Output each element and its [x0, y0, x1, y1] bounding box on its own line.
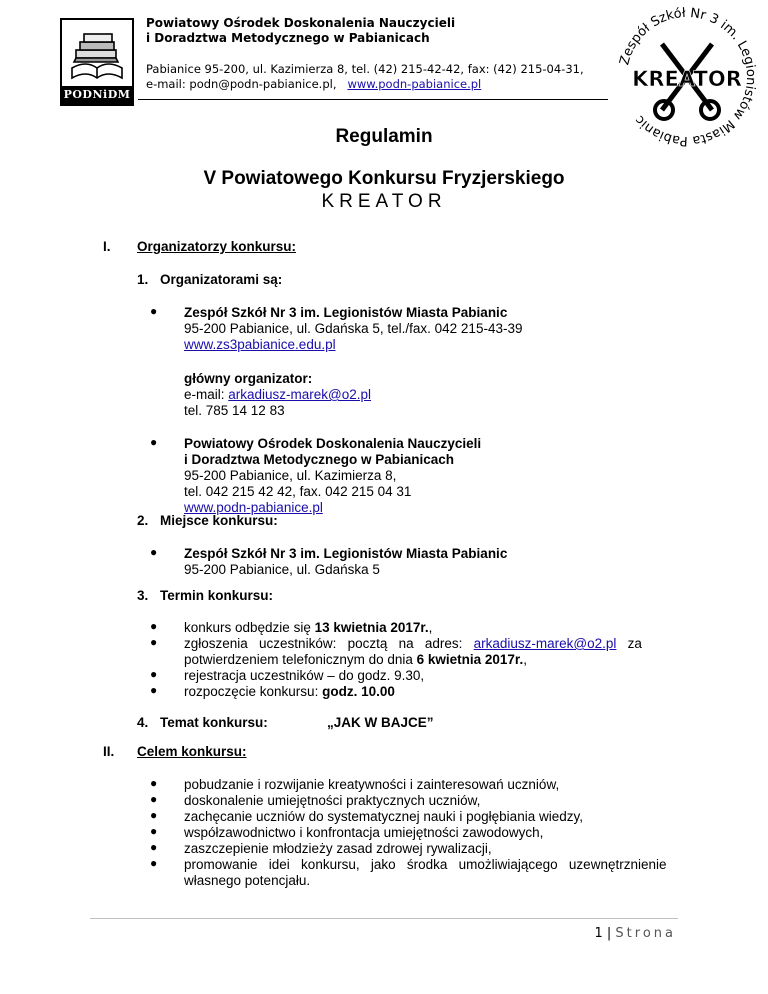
- org2-address: 95-200 Pabianice, ul. Kazimierza 8,: [184, 468, 397, 483]
- main-organizer-label: główny organizator:: [184, 371, 313, 386]
- bullet-icon: ●: [150, 635, 158, 649]
- term-item-2: [184, 635, 642, 652]
- header-org-line1: Powiatowy Ośrodek Doskonalenia Nauczycieli: [146, 16, 456, 30]
- org1-name: Zespół Szkół Nr 3 im. Legionistów Miasta Pabianic: [184, 305, 508, 320]
- main-organizer-phone: tel. 785 14 12 83: [184, 403, 285, 418]
- header-address-line2: [146, 77, 584, 92]
- section-1-number: I.: [103, 239, 111, 254]
- term-item-1: [184, 619, 432, 636]
- goal-item: współzawodnictwo i konfrontacja umiejętności zawodowych,: [184, 825, 544, 840]
- header-address-line1: Pabianice 95-200, ul. Kazimierza 8, tel. (42) 215-42-42, fax: (42) 215-04-31,: [146, 62, 584, 76]
- org2-phone-fax: tel. 042 215 42 42, fax. 042 215 04 31: [184, 484, 412, 499]
- header-website-link[interactable]: www.podn-pabianice.pl: [347, 77, 482, 91]
- email-prefix: e-mail:: [184, 387, 229, 402]
- bullet-icon: ●: [150, 776, 158, 790]
- document-subtitle: V Powiatowego Konkursu Fryzjerskiego: [203, 168, 565, 189]
- badge-ring-text: Zespół Szkół Nr 3 im. Legionistów Miasta Pabianic: [617, 5, 759, 149]
- bullet-icon: ●: [150, 435, 158, 449]
- main-organizer-email: [184, 386, 371, 403]
- bullet-icon: ●: [150, 792, 158, 806]
- goal-item-cont: własnego potencjału.: [184, 873, 311, 888]
- term-punct: ,: [523, 652, 527, 667]
- document-title: Regulamin: [335, 126, 433, 147]
- bullet-icon: ●: [150, 619, 158, 633]
- org2-name-line2: i Doradztwa Metodycznego w Pabianicach: [184, 452, 455, 467]
- section-2-title: Celem konkursu:: [137, 744, 247, 759]
- podn-logo: [60, 18, 134, 106]
- point-2-number: 2.: [137, 513, 149, 528]
- bullet-icon: ●: [150, 808, 158, 822]
- contest-theme: „JAK W BAJCE”: [327, 715, 434, 730]
- page-footer: [560, 926, 676, 941]
- org1-address: 95-200 Pabianice, ul. Gdańska 5, tel./fax. 042 215-43-39: [184, 321, 523, 336]
- place-address: 95-200 Pabianice, ul. Gdańska 5: [184, 562, 380, 577]
- header-divider: [138, 99, 608, 100]
- point-1-number: 1.: [137, 272, 149, 287]
- org2-name-line1: Powiatowy Ośrodek Doskonalenia Nauczycieli: [184, 436, 482, 451]
- contest-name: KREATOR: [321, 191, 447, 212]
- header-address: [146, 62, 584, 92]
- bullet-icon: ●: [150, 683, 158, 697]
- footer-divider: [90, 918, 678, 919]
- term-text: rozpoczęcie konkursu:: [184, 684, 323, 699]
- term-item-4: [184, 683, 395, 700]
- goal-item: zaszczepienie młodzieży zasad zdrowej rywalizacji,: [184, 841, 492, 856]
- section-1-title: Organizatorzy konkursu:: [137, 239, 297, 254]
- org2-website-link[interactable]: www.podn-pabianice.pl: [184, 500, 323, 515]
- bullet-icon: ●: [150, 824, 158, 838]
- term-text: potwierdzeniem telefonicznym do dnia: [184, 652, 417, 667]
- term-text: za: [616, 636, 642, 651]
- badge-center-text: KREATOR: [632, 67, 742, 91]
- footer-separator: |: [602, 926, 616, 941]
- term-text: konkurs odbędzie się: [184, 620, 315, 635]
- point-4-number: 4.: [137, 715, 149, 730]
- term-item-2-cont: [184, 651, 527, 668]
- term-time: godz. 10.00: [322, 684, 395, 699]
- header-email: e-mail: podn@podn-pabianice.pl,: [146, 77, 337, 91]
- header-org-name: [146, 16, 455, 46]
- bullet-icon: ●: [150, 304, 158, 318]
- term-punct: ,: [428, 620, 433, 635]
- podn-logo-text: PODNiDM: [62, 86, 132, 104]
- main-organizer-email-link[interactable]: arkadiusz-marek@o2.pl: [228, 387, 372, 402]
- goal-item: doskonalenie umiejętności praktycznych uczniów,: [184, 793, 481, 808]
- term-text: zgłoszenia uczestników: pocztą na adres:: [184, 636, 474, 651]
- registration-email-link[interactable]: arkadiusz-marek@o2.pl: [473, 636, 617, 651]
- page-number: 1: [594, 926, 603, 941]
- place-name: Zespół Szkół Nr 3 im. Legionistów Miasta Pabianic: [184, 546, 508, 561]
- goal-item: zachęcanie uczniów do systematycznej nauki i pogłębiania wiedzy,: [184, 809, 583, 824]
- header-org-line2: i Doradztwa Metodycznego w Pabianicach: [146, 31, 430, 45]
- point-1-title: Organizatorami są:: [160, 272, 283, 287]
- point-2-title: Miejsce konkursu:: [160, 513, 278, 528]
- bullet-icon: ●: [150, 545, 158, 559]
- section-2-number: II.: [103, 744, 115, 759]
- page-label: Strona: [615, 926, 676, 941]
- point-3-title: Termin konkursu:: [160, 588, 274, 603]
- goal-item: promowanie idei konkursu, jako środka umożliwiającego uzewnętrznienie: [184, 857, 667, 872]
- point-3-number: 3.: [137, 588, 149, 603]
- bullet-icon: ●: [150, 840, 158, 854]
- books-icon: [66, 24, 128, 84]
- bullet-icon: ●: [150, 667, 158, 681]
- org1-website-link[interactable]: www.zs3pabianice.edu.pl: [184, 337, 336, 352]
- term-item-3: rejestracja uczestników – do godz. 9.30,: [184, 668, 425, 683]
- bullet-icon: ●: [150, 856, 158, 870]
- term-date: 6 kwietnia 2017r.: [416, 652, 524, 667]
- term-date: 13 kwietnia 2017r.: [314, 620, 429, 635]
- point-4-title: Temat konkursu:: [160, 715, 268, 730]
- goal-item: pobudzanie i rozwijanie kreatywności i zainteresowań uczniów,: [184, 777, 560, 792]
